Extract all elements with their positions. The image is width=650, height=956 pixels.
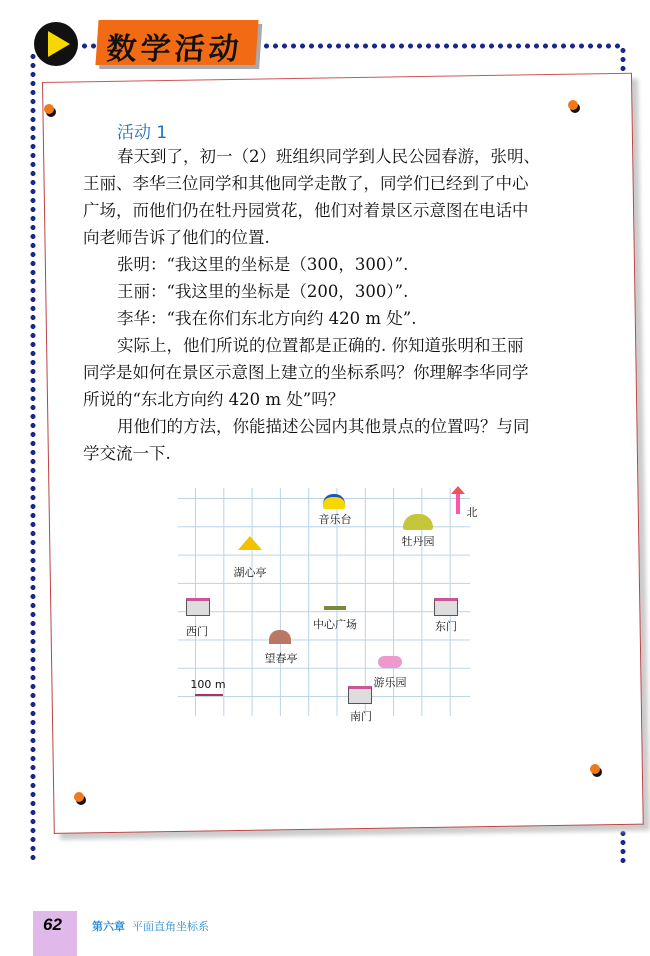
place-label: 东门 — [435, 620, 457, 633]
place-label: 湖心亭 — [233, 566, 267, 579]
place-label: 牡丹园 — [401, 535, 435, 548]
chapter-number: 第六章 — [92, 920, 125, 933]
section-banner — [95, 20, 258, 65]
scale-bar — [195, 694, 223, 696]
place-label: 音乐台 — [318, 513, 352, 526]
pin-icon — [568, 100, 578, 110]
text-line: 同学是如何在景区示意图上建立的坐标系吗？你理解李华同学 — [83, 363, 529, 382]
play-triangle-icon — [34, 22, 78, 66]
text-line: 广场，而他们仍在牡丹园赏花，他们对着景区示意图在电话中 — [83, 201, 529, 220]
text-line: 实际上，他们所说的位置都是正确的. 你知道张明和王丽 — [117, 336, 524, 355]
activity-title: 活动 1 — [117, 123, 168, 143]
pin-icon — [590, 764, 600, 774]
text-line: 用他们的方法，你能描述公园内其他景点的位置吗？与同 — [117, 417, 530, 436]
text-line: 王丽、李华三位同学和其他同学走散了，同学们已经到了中心 — [83, 174, 529, 193]
chapter-footer — [92, 918, 209, 934]
north-arrow-icon — [456, 492, 460, 514]
page-number: 62 — [43, 915, 62, 934]
dotted-border-left — [30, 52, 36, 862]
north-label: 北 — [466, 506, 478, 519]
dotted-border-top — [262, 43, 624, 49]
peony-garden-icon — [403, 514, 433, 530]
text-line: 王丽：“我这里的坐标是（200，300）”. — [117, 282, 409, 301]
text-line: 张明：“我这里的坐标是（300，300）”. — [117, 255, 409, 274]
pin-icon — [44, 104, 54, 114]
place-label: 中心广场 — [313, 618, 357, 631]
gate-icon — [186, 598, 210, 616]
gate-icon — [434, 598, 458, 616]
gate-icon — [348, 686, 372, 704]
section-title: 数学活动 — [105, 32, 244, 67]
place-label: 望春亭 — [264, 652, 298, 665]
text-line: 向老师告诉了他们的位置. — [83, 228, 270, 247]
place-label: 西门 — [186, 625, 208, 638]
music-stage-icon — [323, 494, 345, 509]
amusement-park-icon — [378, 656, 402, 668]
pavilion-icon — [238, 536, 262, 550]
activity-body — [83, 143, 555, 467]
place-label: 南门 — [350, 710, 372, 723]
text-line: 学交流一下. — [83, 444, 171, 463]
text-line: 所说的“东北方向约 420 m 处”吗？ — [83, 390, 345, 409]
place-label: 游乐园 — [373, 676, 407, 689]
pavilion-icon — [269, 630, 291, 644]
chapter-title: 平面直角坐标系 — [132, 920, 209, 933]
text-line: 李华：“我在你们东北方向约 420 m 处”. — [117, 309, 417, 328]
page-number-box — [33, 911, 77, 956]
text-line: 春天到了，初一（2）班组织同学到人民公园春游，张明、 — [117, 147, 540, 166]
scale-label: 100 m — [190, 678, 226, 691]
pin-icon — [74, 792, 84, 802]
fountain-icon — [324, 606, 346, 610]
park-map — [178, 488, 478, 723]
